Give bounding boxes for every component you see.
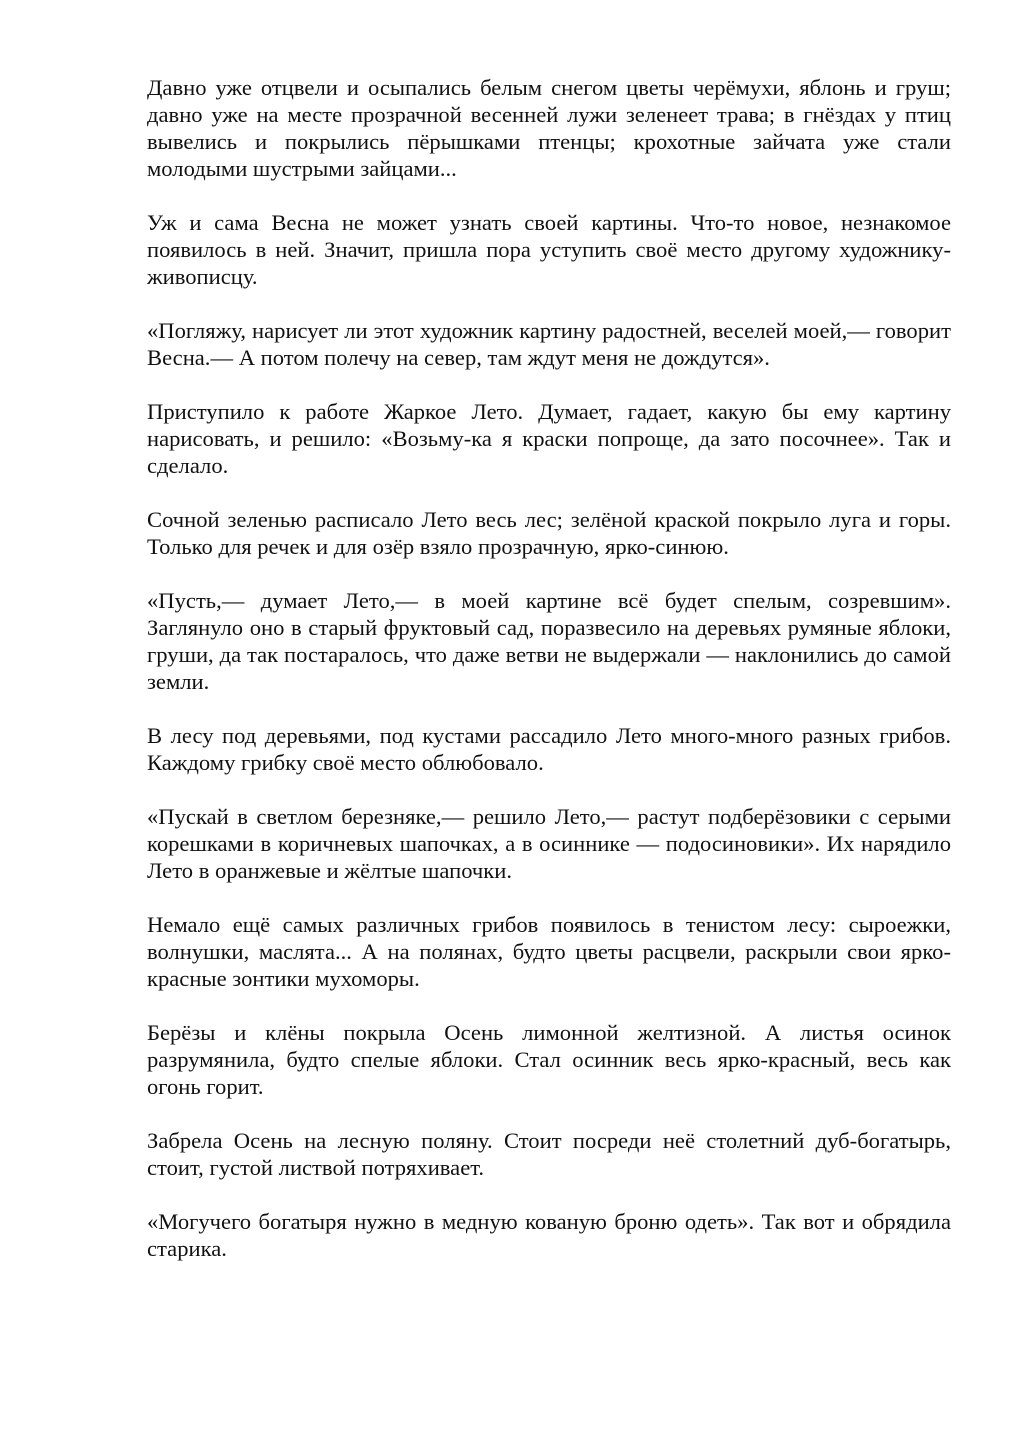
- paragraph-7: В лесу под деревьями, под кустами рассадило Лето много-много разных грибов. Каждому грибку своё место облюбовало.: [147, 723, 951, 775]
- paragraph-12: «Могучего богатыря нужно в медную кованую броню одеть». Так вот и обрядила старика.: [147, 1209, 951, 1261]
- document-page: [147, 74, 951, 1289]
- paragraph-1: Давно уже отцвели и осыпались белым снегом цветы черёмухи, яблонь и груш; давно уже на месте прозрачной весенней лужи зеленеет трава; в гнёздах у птиц вывелись и покрылись пёрышками птенцы; крохотные зайчата уже стали молодыми шустрыми зайцами...: [147, 75, 951, 181]
- paragraph-2: Уж и сама Весна не может узнать своей картины. Что-то новое, незнакомое появилось в ней. Значит, пришла пора уступить своё место другому художнику-живописцу.: [147, 210, 951, 289]
- paragraph-11: Забрела Осень на лесную поляну. Стоит посреди неё столетний дуб-богатырь, стоит, густой листвой потряхивает.: [147, 1128, 951, 1180]
- paragraph-4: Приступило к работе Жаркое Лето. Думает, гадает, какую бы ему картину нарисовать, и решило: «Возьму-ка я краски попроще, да зато посочнее». Так и сделало.: [147, 399, 951, 478]
- paragraph-5: Сочной зеленью расписало Лето весь лес; зелёной краской покрыло луга и горы. Только для речек и для озёр взяло прозрачную, ярко-синюю.: [147, 507, 951, 559]
- paragraph-6: «Пусть,— думает Лето,— в моей картине всё будет спелым, созревшим». Заглянуло оно в старый фруктовый сад, поразвесило на деревьях румяные яблоки, груши, да так постаралось, что даже ветви не выдержали — наклонились до самой земли.: [147, 588, 951, 694]
- paragraph-8: «Пускай в светлом березняке,— решило Лето,— растут подберёзовики с серыми корешками в коричневых шапочках, а в осиннике — подосиновики». Их нарядило Лето в оранжевые и жёлтые шапочки.: [147, 804, 951, 883]
- paragraph-3: «Погляжу, нарисует ли этот художник картину радостней, веселей моей,— говорит Весна.— А потом полечу на север, там ждут меня не дождутся».: [147, 318, 951, 370]
- paragraph-10: Берёзы и клёны покрыла Осень лимонной желтизной. А листья осинок разрумянила, будто спелые яблоки. Стал осинник весь ярко-красный, весь как огонь горит.: [147, 1020, 951, 1099]
- paragraph-9: Немало ещё самых различных грибов появилось в тенистом лесу: сыроежки, волнушки, маслята... А на полянах, будто цветы расцвели, раскрыли свои ярко-красные зонтики мухоморы.: [147, 912, 951, 991]
